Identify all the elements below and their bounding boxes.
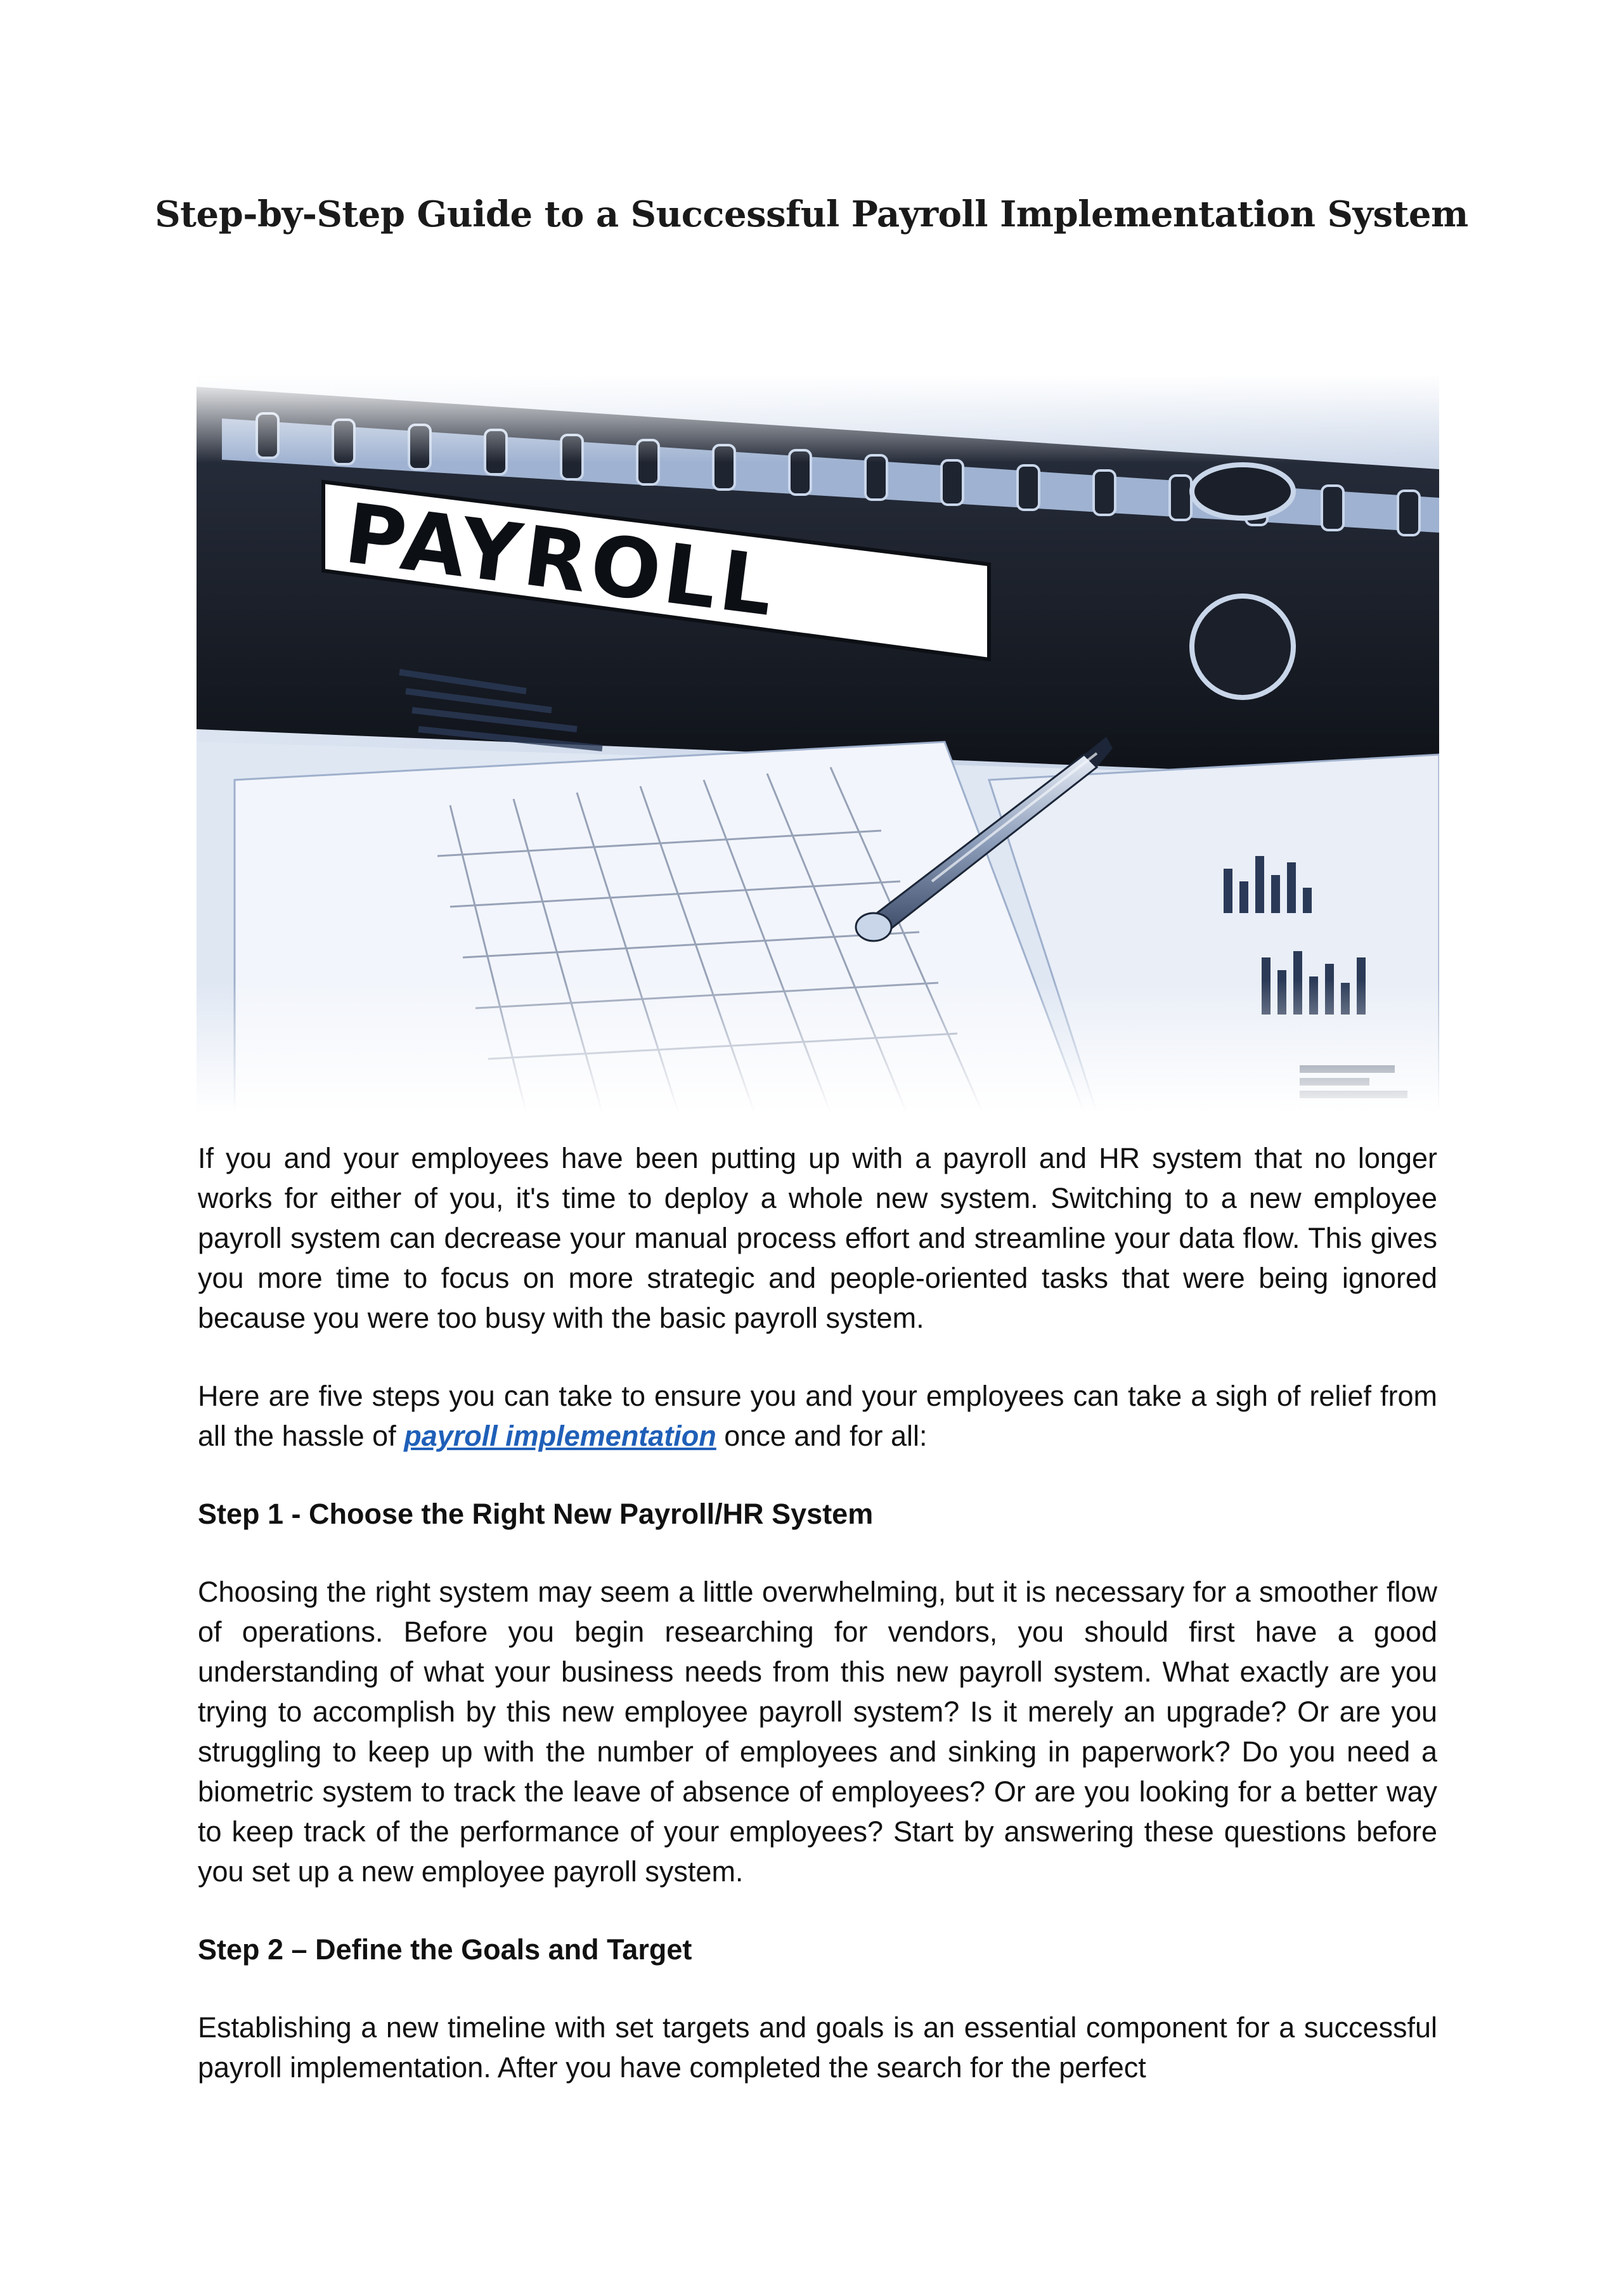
steps-intro-paragraph <box>198 1376 1437 1456</box>
payroll-binder-image <box>197 374 1439 1113</box>
intro-paragraph: If you and your employees have been putting up with a payroll and HR system that no longer works for either of you, it's time to deploy a whole new system. Switching to a new employee payroll system can decrease your manual process effort and streamline your data flow. This gives you more time to focus on more strategic and people-oriented tasks that were being ignored because you were too busy with the basic payroll system. <box>198 1142 1437 1334</box>
step2-body: Establishing a new timeline with set targets and goals is an essential component for a successful payroll implementation. After you have completed the search for the perfect <box>198 2011 1437 2084</box>
steps-intro-before: Here are five steps you can take to ensure you and your employees can take a sigh of relief from all the hassle of <box>198 1380 1437 1452</box>
step1-heading: Step 1 - Choose the Right New Payroll/HR System <box>198 1498 874 1530</box>
article-body <box>198 1138 1437 2125</box>
page-title: Step-by-Step Guide to a Successful Payroll Implementation System <box>155 193 1468 235</box>
steps-intro-after: once and for all: <box>716 1420 928 1452</box>
step1-body: Choosing the right system may seem a little overwhelming, but it is necessary for a smoother flow of operations. Before you begin researching for vendors, you should first have a good understanding of what your business needs from this new payroll system. What exactly are you trying to accomplish by this new employee payroll system? Is it merely an upgrade? Or are you struggling to keep up with the number of employees and sinking in paperwork? Do you need a biometric system to track the leave of absence of employees? Or are you looking for a better way to keep track of the performance of your employees? Start by answering these questions before you set up a new employee payroll system. <box>198 1576 1437 1888</box>
step2-heading: Step 2 – Define the Goals and Target <box>198 1933 692 1966</box>
payroll-implementation-link[interactable]: payroll implementation <box>404 1420 716 1452</box>
